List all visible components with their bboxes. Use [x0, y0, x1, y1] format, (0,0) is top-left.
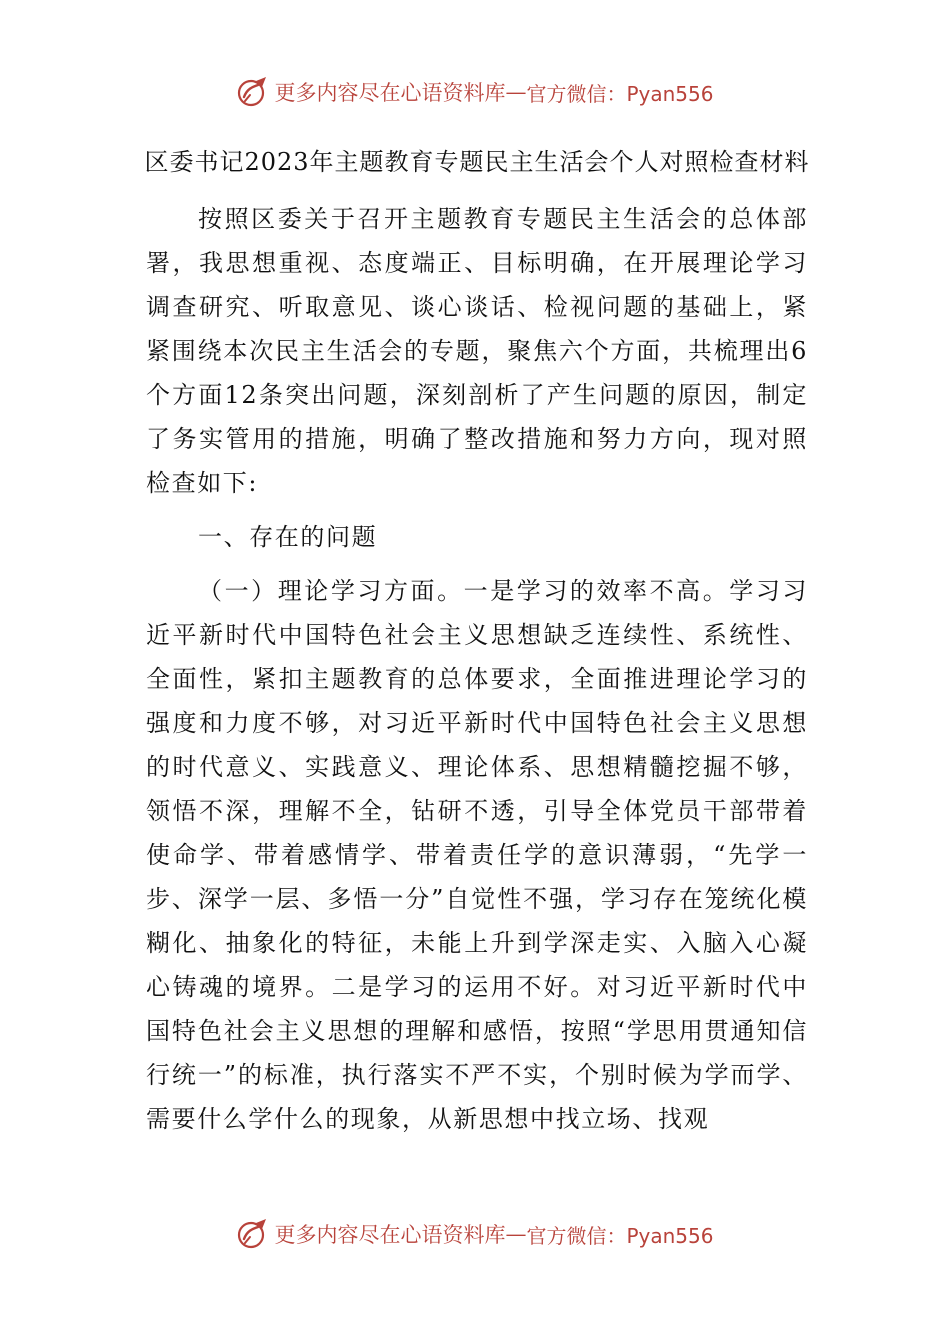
document-body: [146, 140, 808, 1141]
watermark-wechat: 官方微信：Pyan556: [526, 81, 714, 106]
document-title: 区委书记2023年主题教育专题民主生活会个人对照检查材料: [144, 148, 810, 176]
hand-with-pen-seal-icon: [236, 1217, 270, 1251]
watermark-wechat: 官方微信：Pyan556: [526, 1223, 714, 1248]
watermark-banner-bottom: [0, 1214, 950, 1254]
watermark-brand: 更多内容尽在心语资料库: [274, 1223, 506, 1247]
section-heading-problems: 一、存在的问题: [198, 523, 378, 551]
intro-paragraph: 按照区委关于召开主题教育专题民主生活会的总体部署，我思想重视、态度端正、目标明确，在开展理论学习调查研究、听取意见、谈心谈话、检视问题的基础上，紧紧围绕本次民主生活会的专题，聚焦六个方面，共梳理出6个方面12条突出问题，深刻剖析了产生问题的原因，制定了务实管用的措施，明确了整改措施和努力方向，现对照检查如下:: [146, 205, 808, 497]
watermark-separator: —: [505, 1222, 527, 1246]
theory-study-paragraph: （一）理论学习方面。一是学习的效率不高。学习习近平新时代中国特色社会主义思想缺乏连续性、系统性、全面性，紧扣主题教育的总体要求，全面推进理论学习的强度和力度不够，对习近平新时代中国特色社会主义思想的时代意义、实践意义、理论体系、思想精髓挖掘不够，领悟不深，理解不全，钻研不透，引导全体党员干部带着使命学、带着感情学、带着责任学的意识薄弱，“先学一步、深学一层、多悟一分”自觉性不强，学习存在笼统化模糊化、抽象化的特征，未能上升到学深走实、入脑入心凝心铸魂的境界。二是学习的运用不好。对习近平新时代中国特色社会主义思想的理解和感悟，按照“学思用贯通知信行统一”的标准，执行落实不严不实，个别时候为学而学、需要什么学什么的现象，从新思想中找立场、找观: [146, 577, 808, 1133]
watermark-brand: 更多内容尽在心语资料库: [274, 81, 506, 105]
hand-with-pen-seal-icon: [236, 75, 270, 109]
watermark-separator: —: [505, 80, 527, 104]
watermark-banner-top: [0, 72, 950, 112]
